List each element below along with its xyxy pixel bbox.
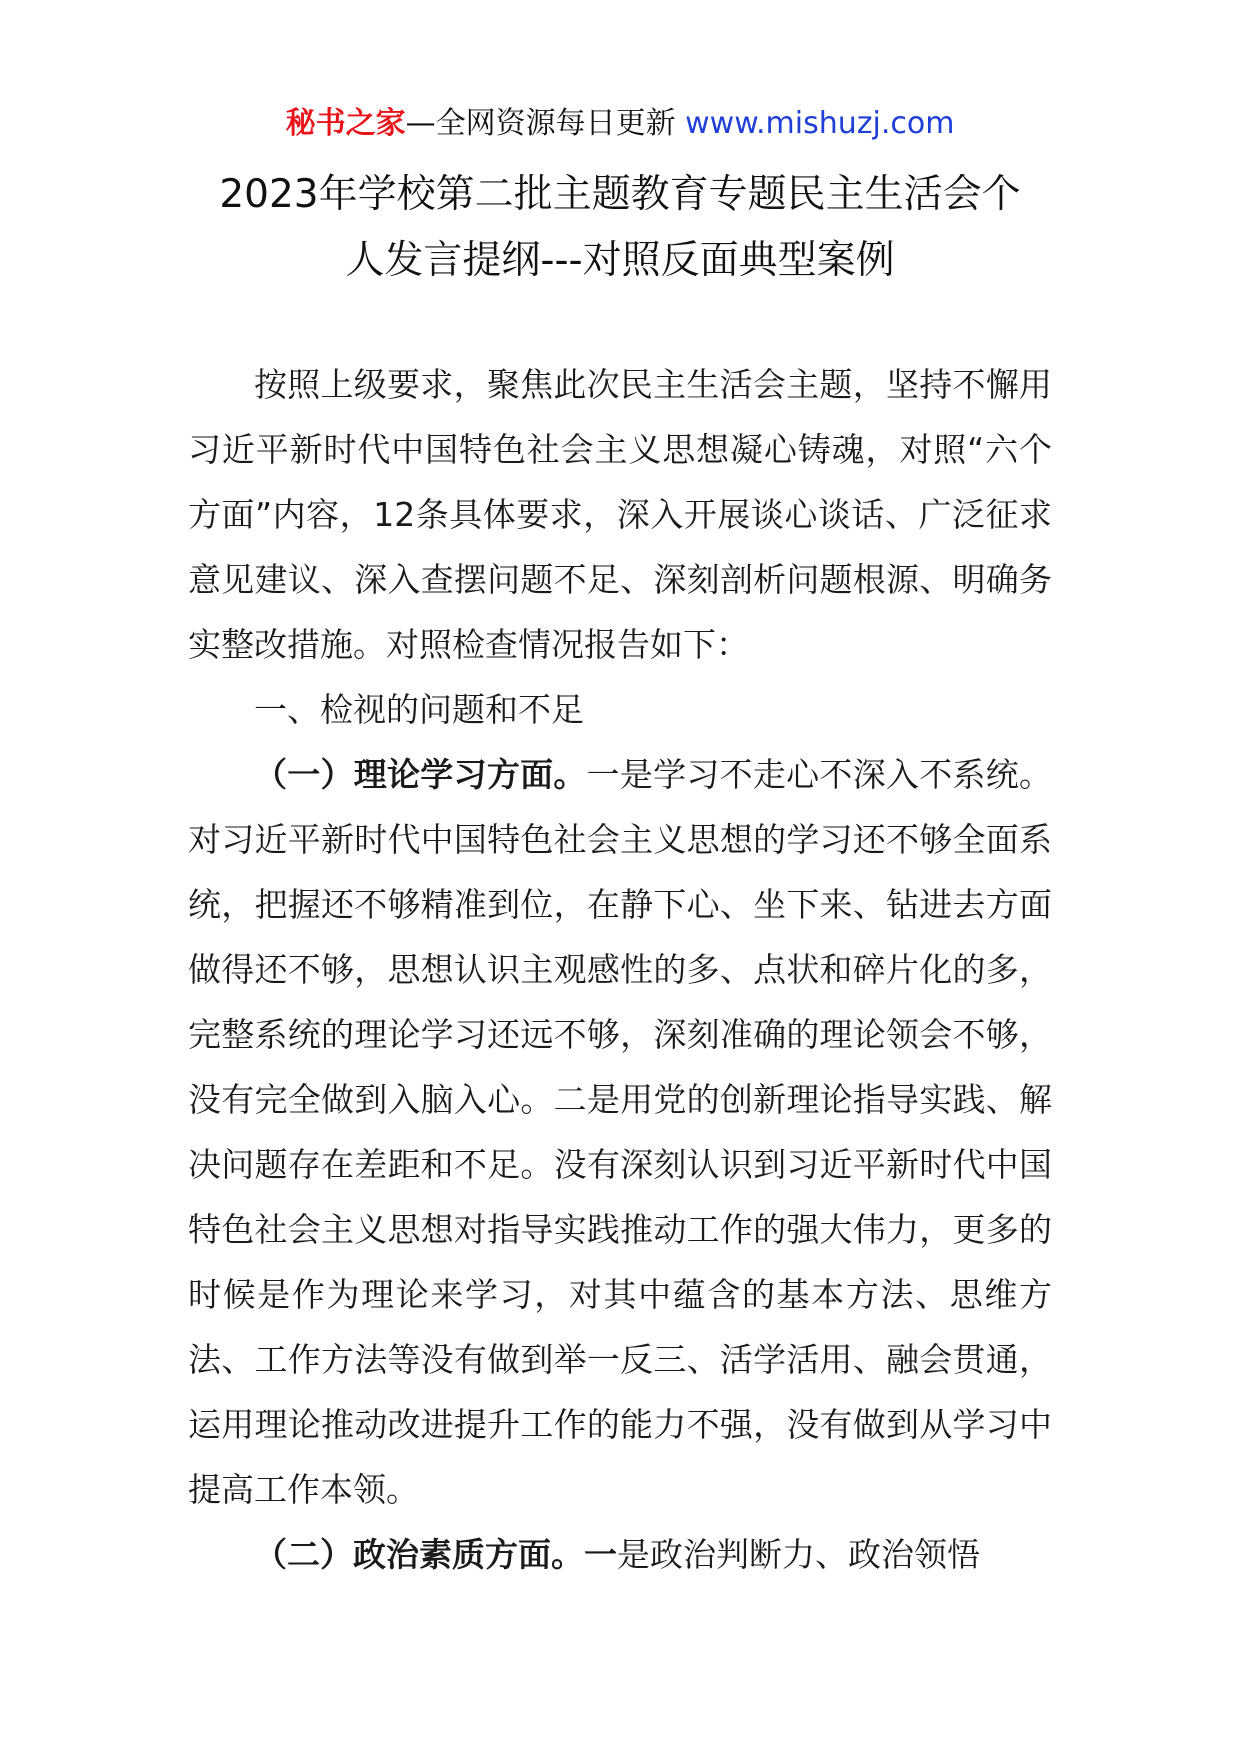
banner-brand: 秘书之家: [285, 106, 406, 141]
political-quality-heading: （二）政治素质方面。: [254, 1535, 584, 1574]
title-line-2: 人发言提纲---对照反面典型案例: [345, 238, 895, 283]
site-banner: [0, 102, 1240, 146]
theory-study-text: 一是学习不走心不深入不系统。对习近平新时代中国特色社会主义思想的学习还不够全面系统，把握还不够精准到位，在静下心、坐下来、钻进去方面做得还不够，思想认识主观感性的多、点状和碎片化的多，完整系统的理论学习还远不够，深刻准确的理论领会不够，没有完全做到入脑入心。二是用党的创新理论指导实践、解决问题存在差距和不足。没有深刻认识到习近平新时代中国特色社会主义思想对指导实践推动工作的强大伟力，更多的时候是作为理论来学习，对其中蕴含的基本方法、思维方法、工作方法等没有做到举一反三、活学活用、融会贯通，运用理论推动改进提升工作的能力不强，没有做到从学习中提高工作本领。: [188, 755, 1053, 1509]
theory-study-paragraph: [188, 742, 1052, 1522]
theory-study-heading: （一）理论学习方面。: [254, 755, 587, 794]
political-quality-text: 是政治判断力、政治领悟: [617, 1535, 980, 1574]
document-body: [188, 352, 1052, 1587]
political-quality-paragraph: [188, 1522, 1052, 1587]
section-heading-1: 一、检视的问题和不足: [254, 690, 584, 729]
title-line-1: 2023年学校第二批主题教育专题民主生活会个: [219, 172, 1021, 217]
banner-tagline: —全网资源每日更新: [405, 106, 686, 141]
political-quality-lead: 一: [584, 1535, 617, 1574]
banner-url[interactable]: www.mishuzj.com: [685, 106, 955, 141]
intro-paragraph: 按照上级要求，聚焦此次民主生活会主题，坚持不懈用习近平新时代中国特色社会主义思想凝心铸魂，对照“六个方面”内容，12条具体要求，深入开展谈心谈话、广泛征求意见建议、深入查摆问题不足、深刻剖析问题根源、明确务实整改措施。对照检查情况报告如下：: [188, 365, 1052, 664]
document-title: [188, 162, 1052, 294]
